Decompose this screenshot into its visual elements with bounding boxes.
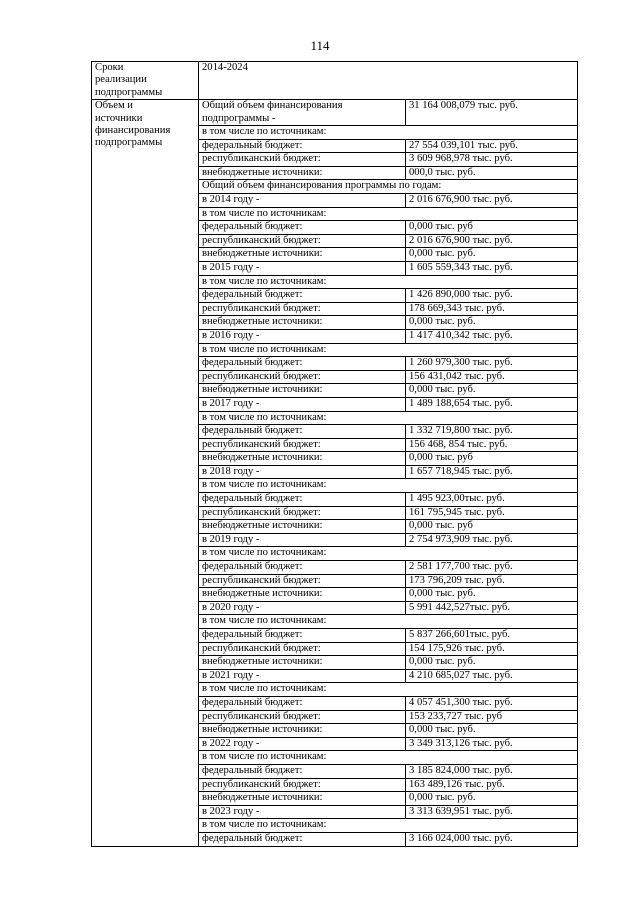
funding-row-value: 161 795,945 тыс. руб. [406,506,578,520]
funding-row-label: федеральный бюджет: [199,764,406,778]
funding-row-label: федеральный бюджет: [199,221,406,235]
page-number: 114 [310,38,330,53]
funding-row-value: 1 260 979,300 тыс. руб. [406,357,578,371]
funding-row-label: в 2016 году - [199,329,406,343]
period-row [92,62,578,100]
funding-row-label: федеральный бюджет: [199,629,406,643]
funding-row-value: 1 495 923,00тыс. руб. [406,493,578,507]
period-value: 2014-2024 [199,62,578,100]
funding-row-label: в том числе по источникам: [199,479,578,493]
funding-row-label: в 2020 году - [199,601,406,615]
funding-row-value: 0,000 тыс. руб. [406,792,578,806]
funding-row-value: 156 468, 854 тыс. руб. [406,438,578,452]
funding-row-label: в том числе по источникам: [199,547,578,561]
funding-row-label: в 2023 году - [199,805,406,819]
funding-row-label: в 2014 году - [199,194,406,208]
funding-row-value: 0,000 тыс. руб. [406,588,578,602]
funding-row-value: 0,000 тыс. руб [406,221,578,235]
funding-total-label-line: подпрограммы - [202,112,276,124]
funding-row-label: Общий объем финансирования программы по годам: [199,180,578,194]
funding-row-value: 2 016 676,900 тыс. руб. [406,234,578,248]
funding-row-value: 163 489,126 тыс. руб. [406,778,578,792]
funding-label-line: источники [95,112,143,124]
funding-row-label: в том числе по источникам: [199,126,578,140]
funding-row-value: 0,000 тыс. руб. [406,248,578,262]
funding-row-value: 1 605 559,343 тыс. руб. [406,261,578,275]
funding-row-value: 0,000 тыс. руб. [406,724,578,738]
funding-row-label: федеральный бюджет: [199,696,406,710]
funding-row-label: внебюджетные источники: [199,452,406,466]
funding-row-label: республиканский бюджет: [199,153,406,167]
funding-row-label: в 2017 году - [199,397,406,411]
funding-row-value: 1 426 890,000 тыс. руб. [406,289,578,303]
funding-row-value: 0,000 тыс. руб. [406,656,578,670]
funding-row-label: республиканский бюджет: [199,506,406,520]
funding-label [92,100,199,846]
funding-row-value: 3 609 968,978 тыс. руб. [406,153,578,167]
funding-row-label: федеральный бюджет: [199,493,406,507]
funding-row-value: 2 016 676,900 тыс. руб. [406,194,578,208]
funding-row-label: федеральный бюджет: [199,425,406,439]
funding-row-label: внебюджетные источники: [199,316,406,330]
funding-row-value: 173 796,209 тыс. руб. [406,574,578,588]
funding-row-label: республиканский бюджет: [199,574,406,588]
period-label-line: Сроки [95,62,124,73]
funding-row-label: республиканский бюджет: [199,642,406,656]
funding-row-label: федеральный бюджет: [199,289,406,303]
funding-row-label: в 2015 году - [199,261,406,275]
funding-row-label: в том числе по источникам: [199,615,578,629]
funding-row-value: 5 837 266,601тыс. руб. [406,629,578,643]
funding-total-label [199,100,406,126]
funding-row-label: внебюджетные источники: [199,166,406,180]
funding-row-label: в том числе по источникам: [199,343,578,357]
funding-row-label: республиканский бюджет: [199,710,406,724]
funding-label-line: Объем и [95,100,133,112]
funding-row-value: 0,000 тыс. руб [406,452,578,466]
funding-row-label: в том числе по источникам: [199,683,578,697]
funding-row-value: 000,0 тыс. руб. [406,166,578,180]
funding-row-value: 154 175,926 тыс. руб. [406,642,578,656]
funding-row-value: 27 554 039,101 тыс. руб. [406,139,578,153]
funding-row-value: 4 210 685,027 тыс. руб. [406,669,578,683]
funding-row-value: 3 349 313,126 тыс. руб. [406,737,578,751]
funding-row-value: 0,000 тыс. руб. [406,316,578,330]
funding-row-label: республиканский бюджет: [199,438,406,452]
period-label-line: реализации [95,74,147,86]
funding-total-value: 31 164 008,079 тыс. руб. [406,100,578,126]
funding-row-value: 4 057 451,300 тыс. руб. [406,696,578,710]
funding-row-value: 1 332 719,800 тыс. руб. [406,425,578,439]
funding-row-value: 3 185 824,000 тыс. руб. [406,764,578,778]
funding-row-label: внебюджетные источники: [199,724,406,738]
funding-row-value: 178 669,343 тыс. руб. [406,302,578,316]
funding-row-label: в 2018 году - [199,465,406,479]
funding-row-label: республиканский бюджет: [199,778,406,792]
funding-row-value: 2 581 177,700 тыс. руб. [406,561,578,575]
funding-row-label: в 2021 году - [199,669,406,683]
funding-row-value: 1 489 188,654 тыс. руб. [406,397,578,411]
funding-row-value: 2 754 973,909 тыс. руб. [406,533,578,547]
funding-row-label: федеральный бюджет: [199,561,406,575]
funding-row-label: в том числе по источникам: [199,751,578,765]
funding-row-label: федеральный бюджет: [199,357,406,371]
funding-row-label: внебюджетные источники: [199,656,406,670]
funding-row-label: федеральный бюджет: [199,832,406,846]
period-label [92,62,199,100]
funding-row-label: в 2022 году - [199,737,406,751]
funding-row-label: в том числе по источникам: [199,411,578,425]
funding-total-row [92,100,578,126]
funding-label-line: подпрограммы [95,137,163,149]
funding-row-label: внебюджетные источники: [199,520,406,534]
funding-row-value: 1 657 718,945 тыс. руб. [406,465,578,479]
funding-row-label: в том числе по источникам: [199,207,578,221]
funding-label-line: финансирования [95,125,171,137]
funding-row-label: республиканский бюджет: [199,234,406,248]
funding-row-label: внебюджетные источники: [199,792,406,806]
funding-row-value: 0,000 тыс. руб. [406,384,578,398]
funding-row-label: республиканский бюджет: [199,302,406,316]
passport-table [91,61,578,847]
funding-row-label: в 2019 году - [199,533,406,547]
funding-row-value: 156 431,042 тыс. руб. [406,370,578,384]
funding-row-value: 3 166 024,000 тыс. руб. [406,832,578,846]
funding-row-label: внебюджетные источники: [199,384,406,398]
funding-row-label: федеральный бюджет: [199,139,406,153]
funding-row-label: внебюджетные источники: [199,588,406,602]
period-label-line: подпрограммы [95,86,163,98]
funding-row-label: в том числе по источникам: [199,819,578,833]
funding-row-value: 3 313 639,951 тыс. руб. [406,805,578,819]
funding-row-label: внебюджетные источники: [199,248,406,262]
funding-row-value: 1 417 410,342 тыс. руб. [406,329,578,343]
funding-row-value: 0,000 тыс. руб [406,520,578,534]
funding-row-label: республиканский бюджет: [199,370,406,384]
funding-row-value: 5 991 442,527тыс. руб. [406,601,578,615]
funding-total-label-line: Общий объем финансирования [202,100,343,112]
funding-row-label: в том числе по источникам: [199,275,578,289]
funding-row-value: 153 233,727 тыс. руб [406,710,578,724]
